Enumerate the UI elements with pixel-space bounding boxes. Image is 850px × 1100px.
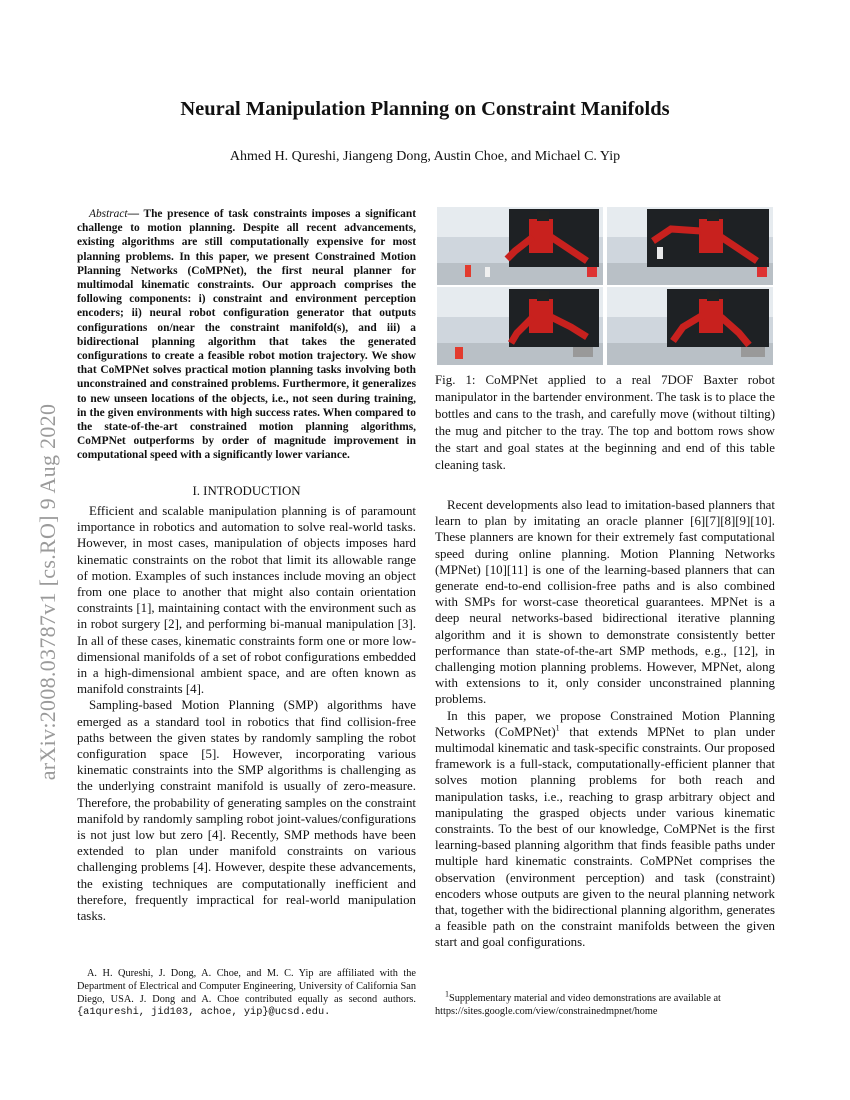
footnote-number: 1 <box>445 989 449 999</box>
affiliation-text: A. H. Qureshi, J. Dong, A. Choe, and M. C. Yip are affiliated with the Department of Electrical and Computer Engineering, University of California San Diego, USA. J. Dong and A. Choe contributed equally as second authors. <box>77 968 416 1005</box>
paper-title: Neural Manipulation Planning on Constraint Manifolds <box>180 98 670 120</box>
right-paragraph-2 <box>435 708 775 951</box>
author-list: Ahmed H. Qureshi, Jiangeng Dong, Austin Choe, and Michael C. Yip <box>229 149 621 164</box>
abstract-label: Abstract <box>89 208 128 220</box>
right-paragraph-2-start: In this paper, we propose Constrained Motion Planning Networks (CoMPNet) <box>435 708 775 739</box>
section-heading-introduction: I. INTRODUCTION <box>192 484 301 498</box>
robot-photo-goal-left <box>437 287 603 365</box>
robot-photo-start-left <box>437 207 603 285</box>
intro-paragraph-2: Sampling-based Motion Planning (SMP) algorithms have emerged as a standard tool in robotics that find collision-free paths between the given states by randomly sampling the robot configuration space [5]. However, incorporating various kinematic constraints into the SMP algorithms is challenging as the underlying constraint manifold is usually of zero-measure. Therefore, the probability of generating samples on the constraint manifold by randomly sampling robot joint-values/configurations is not just low but zero [4]. Recently, SMP methods have been extended to plan under manifold constraints on various challenging problems [4]. However, despite these advancements, the existing techniques are computationally inefficient and therefore, frequently impractical for real-world manipulation tasks. <box>77 698 416 924</box>
affiliation-footnote <box>77 968 416 1019</box>
author-emails: {a1qureshi, jid103, achoe, yip}@ucsd.edu. <box>77 1006 331 1019</box>
footnote-marker: 1 <box>555 723 560 733</box>
supplementary-footnote <box>435 989 775 1018</box>
robot-photo-start-right <box>607 207 773 285</box>
intro-paragraph-1: Efficient and scalable manipulation planning is of paramount importance in robotics and automation to solve real-world tasks. However, in most cases, manipulation of objects imposes hard kinematic constraints on the robot that limit its allowable range of motion. Examples of such instances include moving an object from one place to another that might also contain orientation constraints [1], maintaining contact with the environment such as in robot surgery [2], and performing bi-manual manipulation [3]. In all of these cases, kinematic constraints form one or more low-dimensional manifolds of a set of robot configurations embedded in a high-dimensional ambient space, and are often known as manifold constraints [4]. <box>77 504 416 697</box>
abstract <box>77 207 416 463</box>
arxiv-identifier: arXiv:2008.03787v1 [cs.RO] 9 Aug 2020 <box>35 403 60 781</box>
supplementary-footnote-text: Supplementary material and video demonstrations are available at https://sites.google.com/view/constrainedmpnet/home <box>435 993 721 1017</box>
robot-photo-goal-right <box>607 287 773 365</box>
right-paragraph-2-rest: that extends MPNet to plan under multimodal kinematic and task-specific constraints. Our proposed framework is a full-stack, computationally-efficient planner that solves motion planning problems for both reach and manipulation tasks, i.e., reaching to grasp arbitrary object and manipulating the grasped objects under various kinematic constraints. To the best of our knowledge, CoMPNet is the first learning-based planning algorithm that finds feasible paths under multiple hard kinematic constraints. CoMPNet comprises the observation (environment perception) and task (constraint) encoders whose outputs are given to the neural planning network that, together with the bidirectional planning algorithm, generates a feasible path on the constraint manifolds between the given start and goal configurations. <box>435 724 776 950</box>
abstract-text: — The presence of task constraints imposes a significant challenge to motion planning. Despite all recent advancements, existing algorithms are still computationally expensive for most planning problems. In this paper, we present Constrained Motion Planning Networks (CoMPNet), the first neural planner for multimodal kinematic constraints. Our approach comprises the following components: i) constraint and environment perception encoders; ii) neural robot configuration generator that outputs configurations on/near the constraint manifold(s), and iii) a bidirectional planning algorithm that takes the generated configurations to create a feasible robot motion trajectory. We show that CoMPNet solves practical motion planning tasks involving both unconstrained and constrained problems. Furthermore, it generalizes to new unseen locations of the objects, i.e., not seen during training, in the given environments with high success rates. When compared to the state-of-the-art constrained motion planning algorithms, CoMPNet outperforms by order of magnitude improvement in computational speed with a significantly lower variance. <box>77 208 416 462</box>
right-column-body <box>435 497 775 951</box>
figure-1-photo-grid <box>437 207 773 365</box>
introduction-body <box>77 503 416 924</box>
right-paragraph-1: Recent developments also lead to imitation-based planners that learn to plan by imitating an oracle planner [6][7][8][9][10]. These planners are known for their extremely fast computational speed during online planning. Motion Planning Networks (MPNet) [10][11] is one of the learning-based planners that can generate end-to-end collision-free paths and is also combined with SMPs for worst-case theoretical guarantees. MPNet is a deep neural networks-based bidirectional iterative planning algorithm and it is shown to demonstrate consistently better performance than state-of-the-art SMP methods, e.g., [12], in challenging motion planning problems. However, MPNet, along with extensions to it, only consider unconstrained planning problems. <box>435 498 775 707</box>
figure-1-caption: Fig. 1: CoMPNet applied to a real 7DOF Baxter robot manipulator in the bartender environment. The task is to place the bottles and cans to the trash, and carefully move (without tilting) the mug and pitcher to the tray. The top and bottom rows show the start and goal states at the beginning and end of this table cleaning task. <box>435 373 775 472</box>
